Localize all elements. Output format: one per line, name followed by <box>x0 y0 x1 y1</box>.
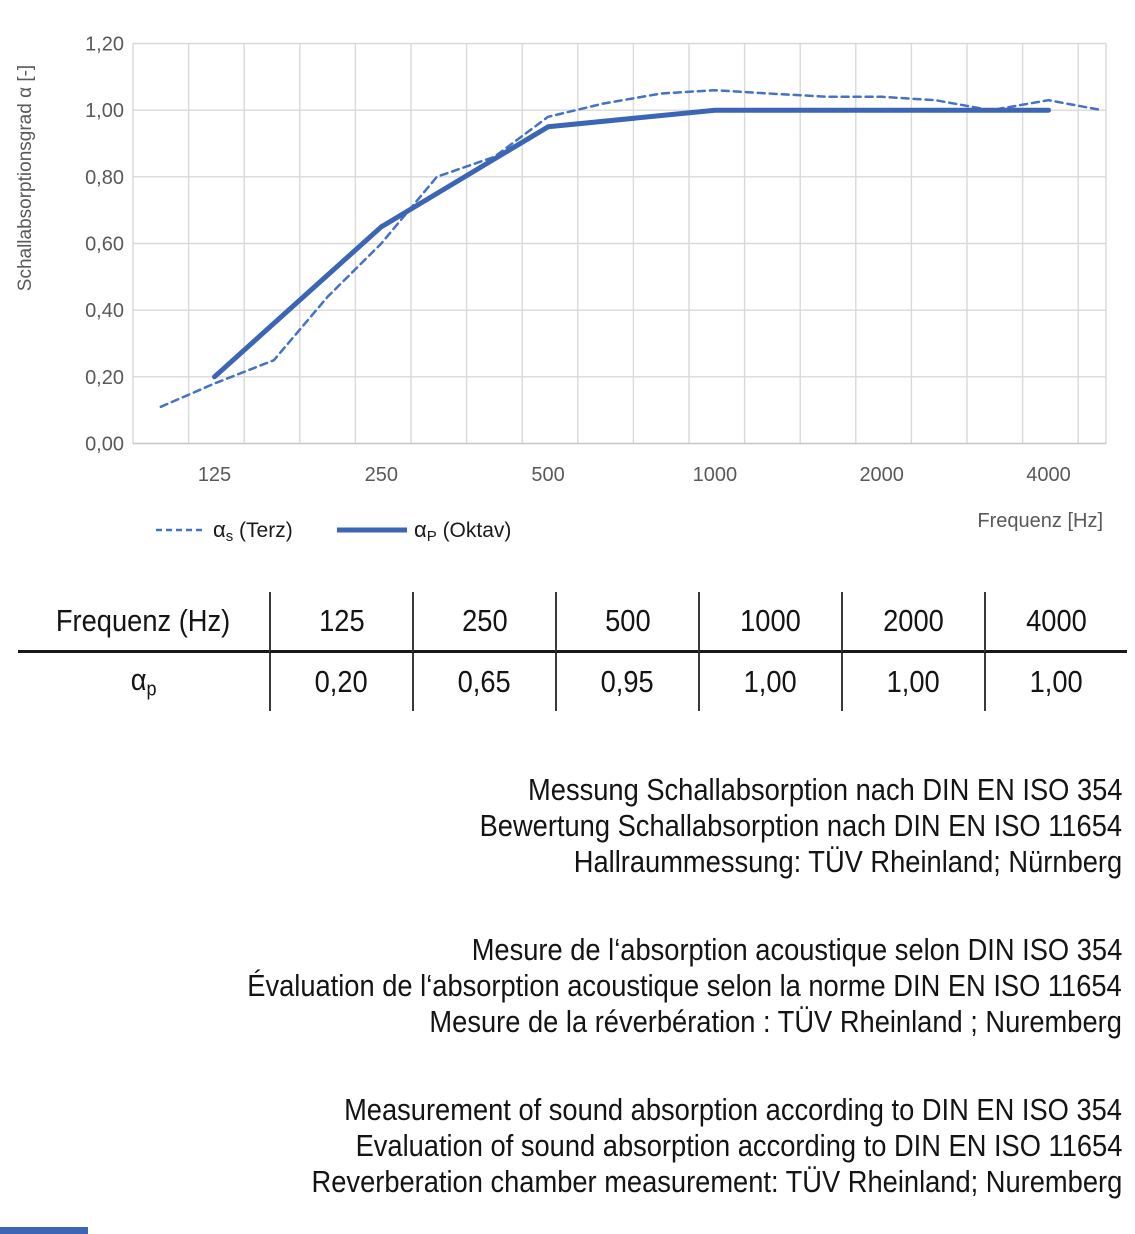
legend-label: αs (Terz) <box>213 517 293 545</box>
note-line: Bewertung Schallabsorption nach DIN EN ISO 11654 <box>479 808 1122 843</box>
table-header-value: 125 <box>269 592 412 653</box>
y-tick-label: 0,00 <box>85 433 124 456</box>
table-row-label-alpha-p: αp <box>130 662 157 701</box>
y-tick-label: 0,40 <box>85 300 124 323</box>
table-header-value: 2000 <box>841 592 984 653</box>
x-axis-tick-labels <box>198 464 1071 486</box>
table-value-cell: 1,00 <box>698 653 841 711</box>
chart-legend <box>156 517 511 545</box>
note-line: Mesure de la réverbération : TÜV Rheinland ; Nuremberg <box>429 1004 1122 1039</box>
y-tick-label: 0,80 <box>85 166 124 189</box>
note-english <box>201 1092 1122 1200</box>
subscript: p <box>146 677 157 701</box>
x-tick-label: 125 <box>197 464 232 486</box>
footer-accent-bar <box>0 1227 88 1234</box>
table-value-cell: 0,95 <box>555 653 698 711</box>
chart-series <box>161 90 1102 407</box>
y-axis-tick-labels <box>85 34 124 456</box>
chart-gridlines <box>133 44 1106 444</box>
table-value-cell: 1,00 <box>841 653 984 711</box>
y-tick-label: 1,00 <box>85 100 124 123</box>
y-tick-label: 0,60 <box>85 233 124 256</box>
absorption-table <box>18 592 1127 711</box>
table-value-cell: 0,20 <box>269 653 412 711</box>
table-header-value: 250 <box>412 592 555 653</box>
x-tick-label: 500 <box>531 464 565 486</box>
x-tick-label: 4000 <box>1026 464 1071 486</box>
table-header-value: 4000 <box>984 592 1127 653</box>
x-tick-label: 1000 <box>692 464 738 486</box>
x-tick-label: 2000 <box>859 464 904 486</box>
table-header-value: 500 <box>555 592 698 653</box>
table-header-frequency: Frequenz (Hz) <box>18 592 269 653</box>
note-line: Mesure de l‘absorption acoustique selon DIN ISO 354 <box>471 932 1122 967</box>
y-tick-label: 0,20 <box>85 366 124 389</box>
series-terz-line <box>161 90 1102 407</box>
table-value-cell: 0,65 <box>412 653 555 711</box>
note-line: Messung Schallabsorption nach DIN EN ISO 354 <box>527 772 1122 807</box>
table-value-cell: 1,00 <box>984 653 1127 711</box>
x-axis-title: Frequenz [Hz] <box>977 510 1103 532</box>
note-line: Évaluation de l‘absorption acoustique selon la norme DIN EN ISO 11654 <box>247 968 1122 1003</box>
y-tick-label: 1,20 <box>85 33 124 56</box>
x-tick-label: 250 <box>364 464 398 486</box>
legend-item <box>156 517 293 545</box>
y-axis-title: Schallabsorptionsgrad α [-] <box>15 64 36 292</box>
absorption-chart <box>0 0 1135 565</box>
note-line: Measurement of sound absorption according to DIN EN ISO 354 <box>344 1092 1122 1127</box>
legend-item <box>337 517 511 545</box>
note-line: Hallraummessung: TÜV Rheinland; Nürnberg <box>573 844 1122 879</box>
table-header-value: 1000 <box>698 592 841 653</box>
note-french <box>128 932 1122 1040</box>
note-german <box>392 772 1122 880</box>
note-line: Evaluation of sound absorption according to DIN EN ISO 11654 <box>355 1128 1122 1163</box>
legend-label: αP (Oktav) <box>414 517 512 545</box>
note-line: Reverberation chamber measurement: TÜV Rheinland; Nuremberg <box>311 1164 1122 1199</box>
